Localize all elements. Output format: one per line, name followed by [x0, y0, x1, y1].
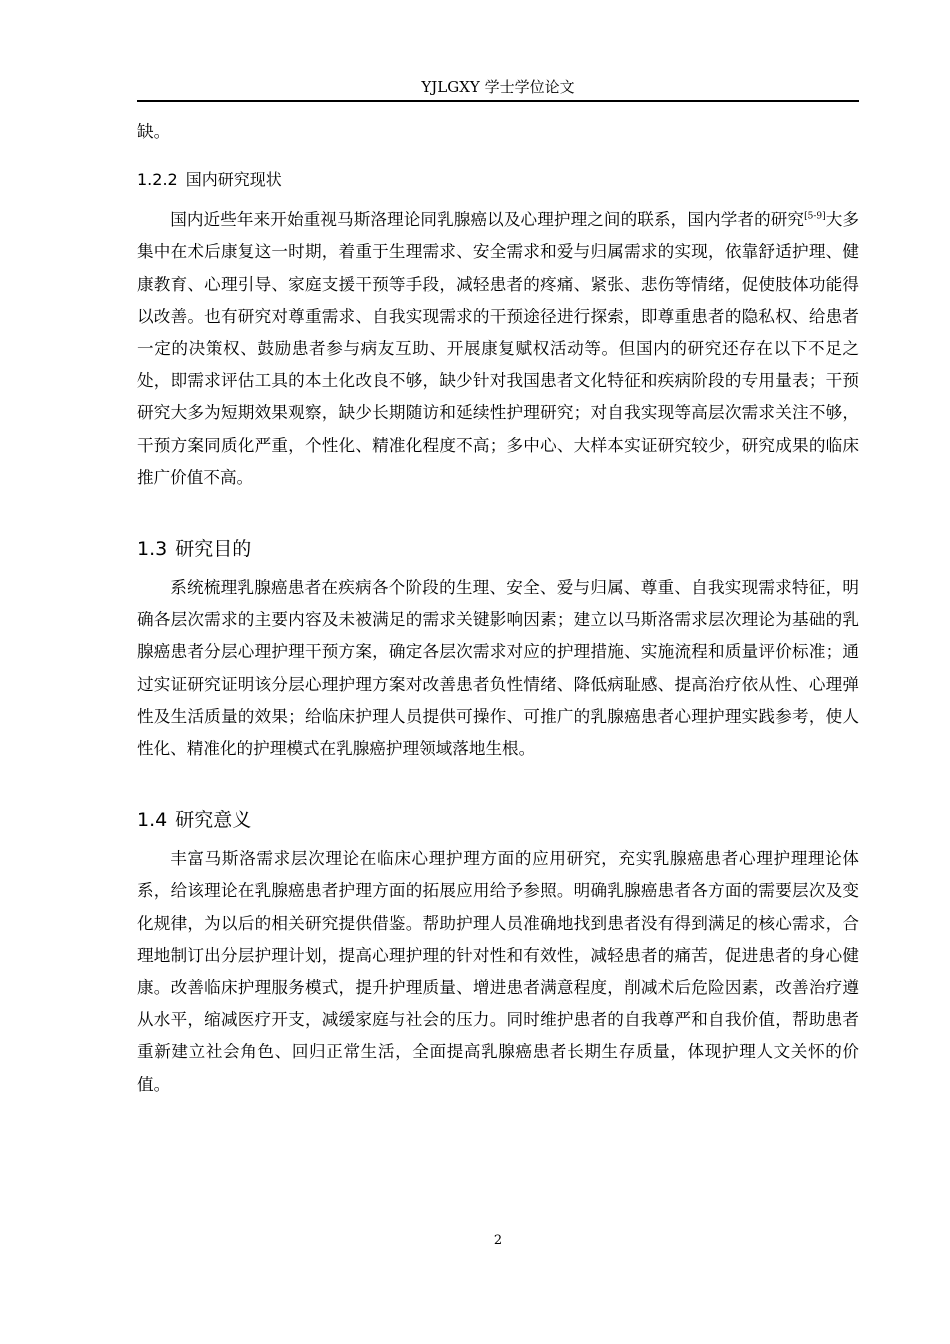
- section-heading-1-4: [137, 806, 859, 834]
- citation-reference: [5-9]: [804, 211, 826, 222]
- header-rule: [137, 100, 859, 102]
- running-header: YJLGXY 学士学位论文: [421, 78, 575, 96]
- section-title: 研究目的: [175, 538, 252, 561]
- section-heading-1-3: [137, 535, 859, 563]
- section-number: 1.2.2: [137, 170, 178, 190]
- section-number: 1.4: [137, 809, 168, 832]
- paragraph-text: 国内近些年来开始重视马斯洛理论同乳腺癌以及心理护理之间的联系，国内学者的研究: [170, 210, 805, 230]
- section-paragraph-1-3: 系统梳理乳腺癌患者在疾病各个阶段的生理、安全、爱与归属、尊重、自我实现需求特征，明确各层次需求的主要内容及未被满足的需求关键影响因素；建立以马斯洛需求层次理论为基础的乳腺癌患者分层心理护理干预方案，确定各层次需求对应的护理措施、实施流程和质量评价标准；通过实证研究证明该分层心理护理方案对改善患者负性情绪、降低病耻感、提高治疗依从性、心理弹性及生活质量的效果；给临床护理人员提供可操作、可推广的乳腺癌患者心理护理实践参考，使人性化、精准化的护理模式在乳腺癌护理领域落地生根。: [137, 578, 859, 759]
- page-number: 2: [493, 1233, 503, 1248]
- section-title: 研究意义: [175, 809, 252, 832]
- continued-paragraph-fragment: 缺。: [137, 122, 171, 141]
- page-body: [137, 116, 859, 1101]
- section-title: 国内研究现状: [185, 170, 282, 190]
- section-paragraph-1-4: 丰富马斯洛需求层次理论在临床心理护理方面的应用研究，充实乳腺癌患者心理护理理论体系，给该理论在乳腺癌患者护理方面的拓展应用给予参照。明确乳腺癌患者各方面的需要层次及变化规律，为以后的相关研究提供借鉴。帮助护理人员准确地找到患者没有得到满足的核心需求，合理地制订出分层护理计划，提高心理护理的针对性和有效性，减轻患者的痛苦，促进患者的身心健康。改善临床护理服务模式，提升护理质量、增进患者满意程度，削减术后危险因素，改善治疗遵从水平，缩减医疗开支，减缓家庭与社会的压力。同时维护患者的自我尊严和自我价值，帮助患者重新建立社会角色、回归正常生活，全面提高乳腺癌患者长期生存质量，体现护理人文关怀的价值。: [137, 849, 859, 1094]
- section-paragraph-1-2-2: [137, 204, 859, 494]
- section-heading-1-2-2: [137, 168, 859, 192]
- section-number: 1.3: [137, 538, 168, 561]
- paragraph-text: 大多集中在术后康复这一时期，着重于生理需求、安全需求和爱与归属需求的实现，依靠舒适护理、健康教育、心理引导、家庭支援干预等手段，减轻患者的疼痛、紧张、悲伤等情绪，促使肢体功能得以改善。也有研究对尊重需求、自我实现需求的干预途径进行探索，即尊重患者的隐私权、给患者一定的决策权、鼓励患者参与病友互助、开展康复赋权活动等。但国内的研究还存在以下不足之处，即需求评估工具的本土化改良不够，缺少针对我国患者文化特征和疾病阶段的专用量表；干预研究大多为短期效果观察，缺少长期随访和延续性护理研究；对自我实现等高层次需求关注不够，干预方案同质化严重，个性化、精准化程度不高；多中心、大样本实证研究较少，研究成果的临床推广价值不高。: [137, 210, 860, 487]
